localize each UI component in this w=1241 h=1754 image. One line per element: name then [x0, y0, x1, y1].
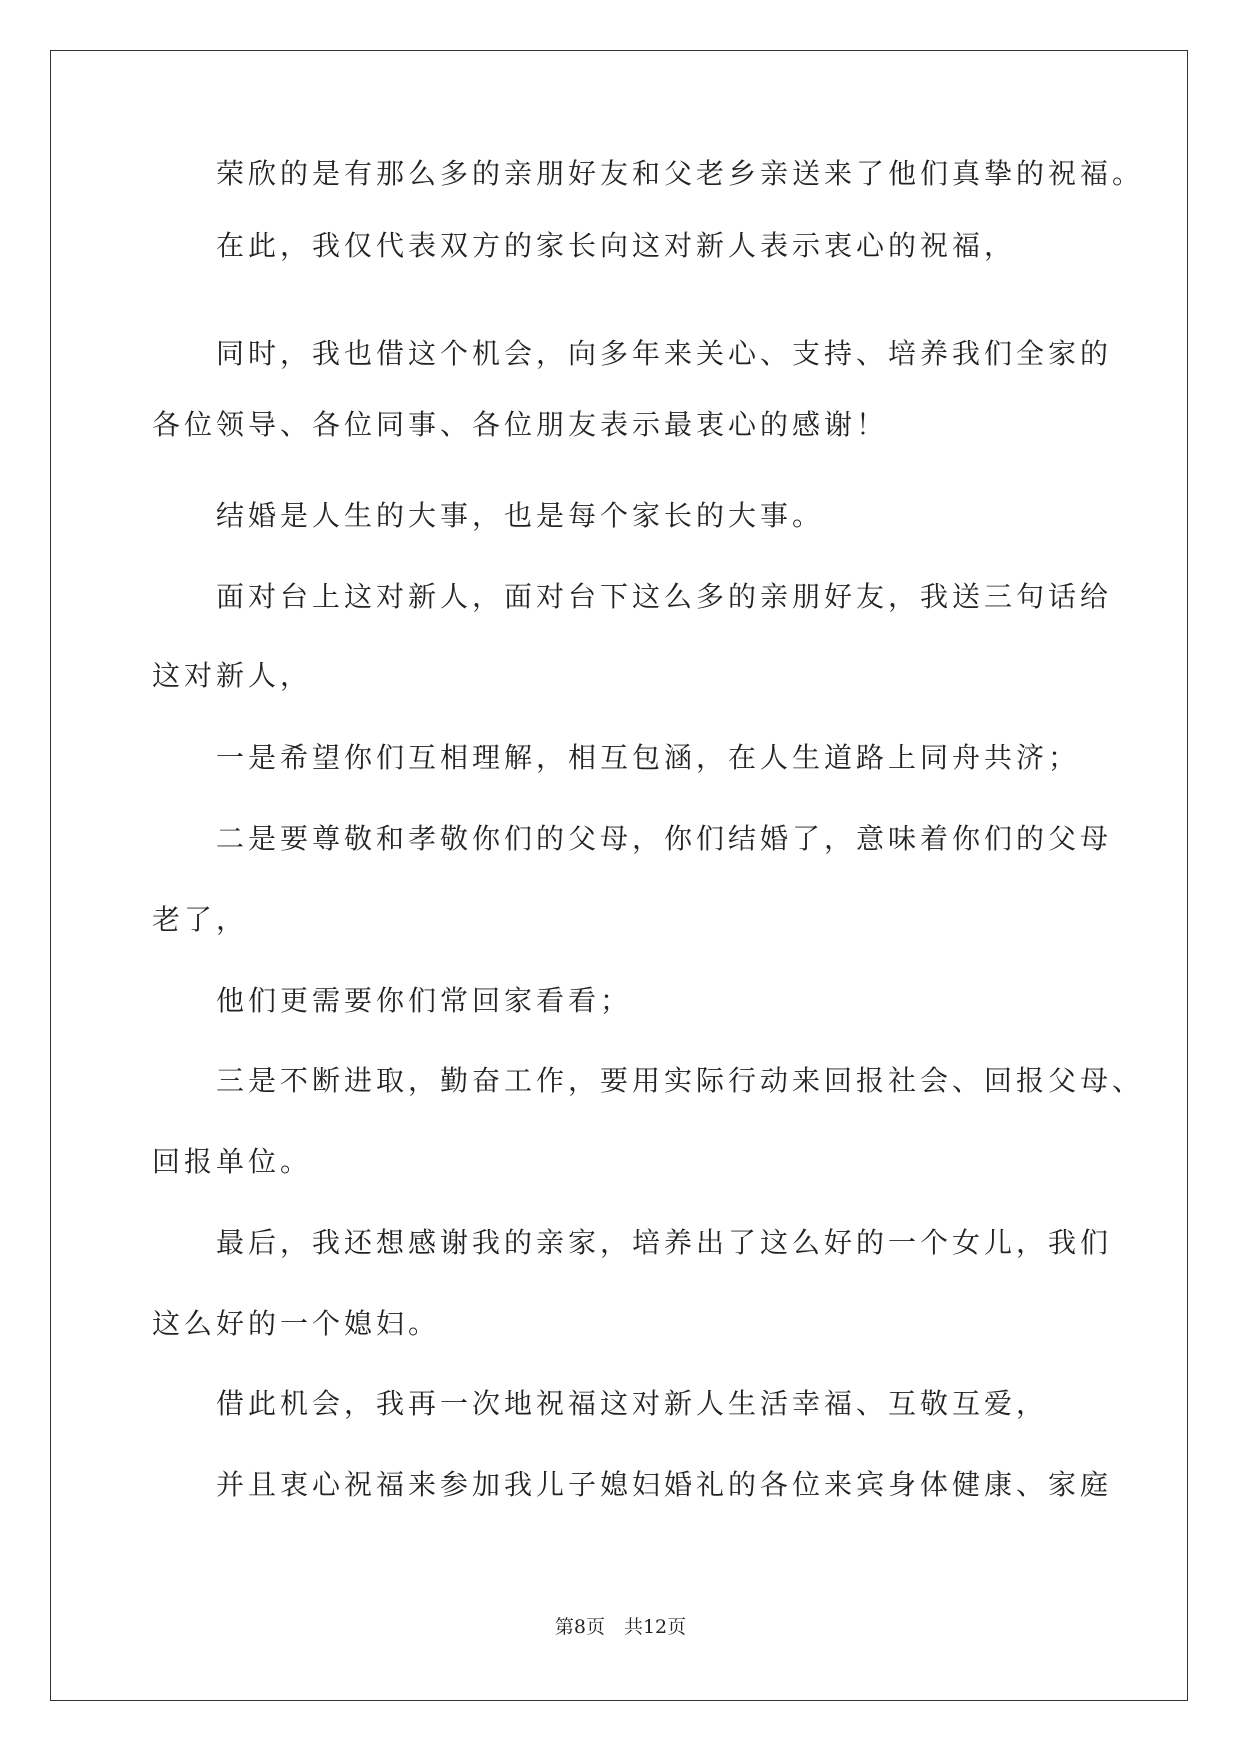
paragraph-line: 并且衷心祝福来参加我儿子媳妇婚礼的各位来宾身体健康、家庭	[216, 1468, 1113, 1501]
paragraph-line: 借此机会，我再一次地祝福这对新人生活幸福、互敬互爱，	[216, 1387, 1049, 1420]
paragraph-line: 同时，我也借这个机会，向多年来关心、支持、培养我们全家的	[216, 337, 1113, 370]
paragraph-line: 一是希望你们互相理解，相互包涵，在人生道路上同舟共济；	[216, 741, 1081, 774]
paragraph-line: 老了，	[152, 903, 249, 936]
page-border	[50, 50, 1188, 1701]
paragraph-line: 最后，我还想感谢我的亲家，培养出了这么好的一个女儿，我们	[216, 1226, 1113, 1259]
paragraph-line: 这对新人，	[152, 659, 313, 692]
paragraph-line: 结婚是人生的大事，也是每个家长的大事。	[216, 499, 825, 532]
paragraph-line: 各位领导、各位同事、各位朋友表示最衷心的感谢！	[152, 408, 889, 441]
paragraph-line: 在此，我仅代表双方的家长向这对新人表示衷心的祝福，	[216, 229, 1017, 262]
paragraph-line: 面对台上这对新人，面对台下这么多的亲朋好友，我送三句话给	[216, 580, 1113, 613]
paragraph-line: 回报单位。	[152, 1145, 313, 1178]
paragraph-line: 三是不断进取，勤奋工作，要用实际行动来回报社会、回报父母、	[216, 1064, 1145, 1097]
paragraph-line: 这么好的一个媳妇。	[152, 1307, 441, 1340]
paragraph-line: 他们更需要你们常回家看看；	[216, 984, 633, 1017]
paragraph-line: 二是要尊敬和孝敬你们的父母，你们结婚了，意味着你们的父母	[216, 822, 1113, 855]
page-number-footer: 第8页 共12页	[554, 1616, 687, 1638]
paragraph-line: 荣欣的是有那么多的亲朋好友和父老乡亲送来了他们真挚的祝福。	[216, 157, 1145, 190]
